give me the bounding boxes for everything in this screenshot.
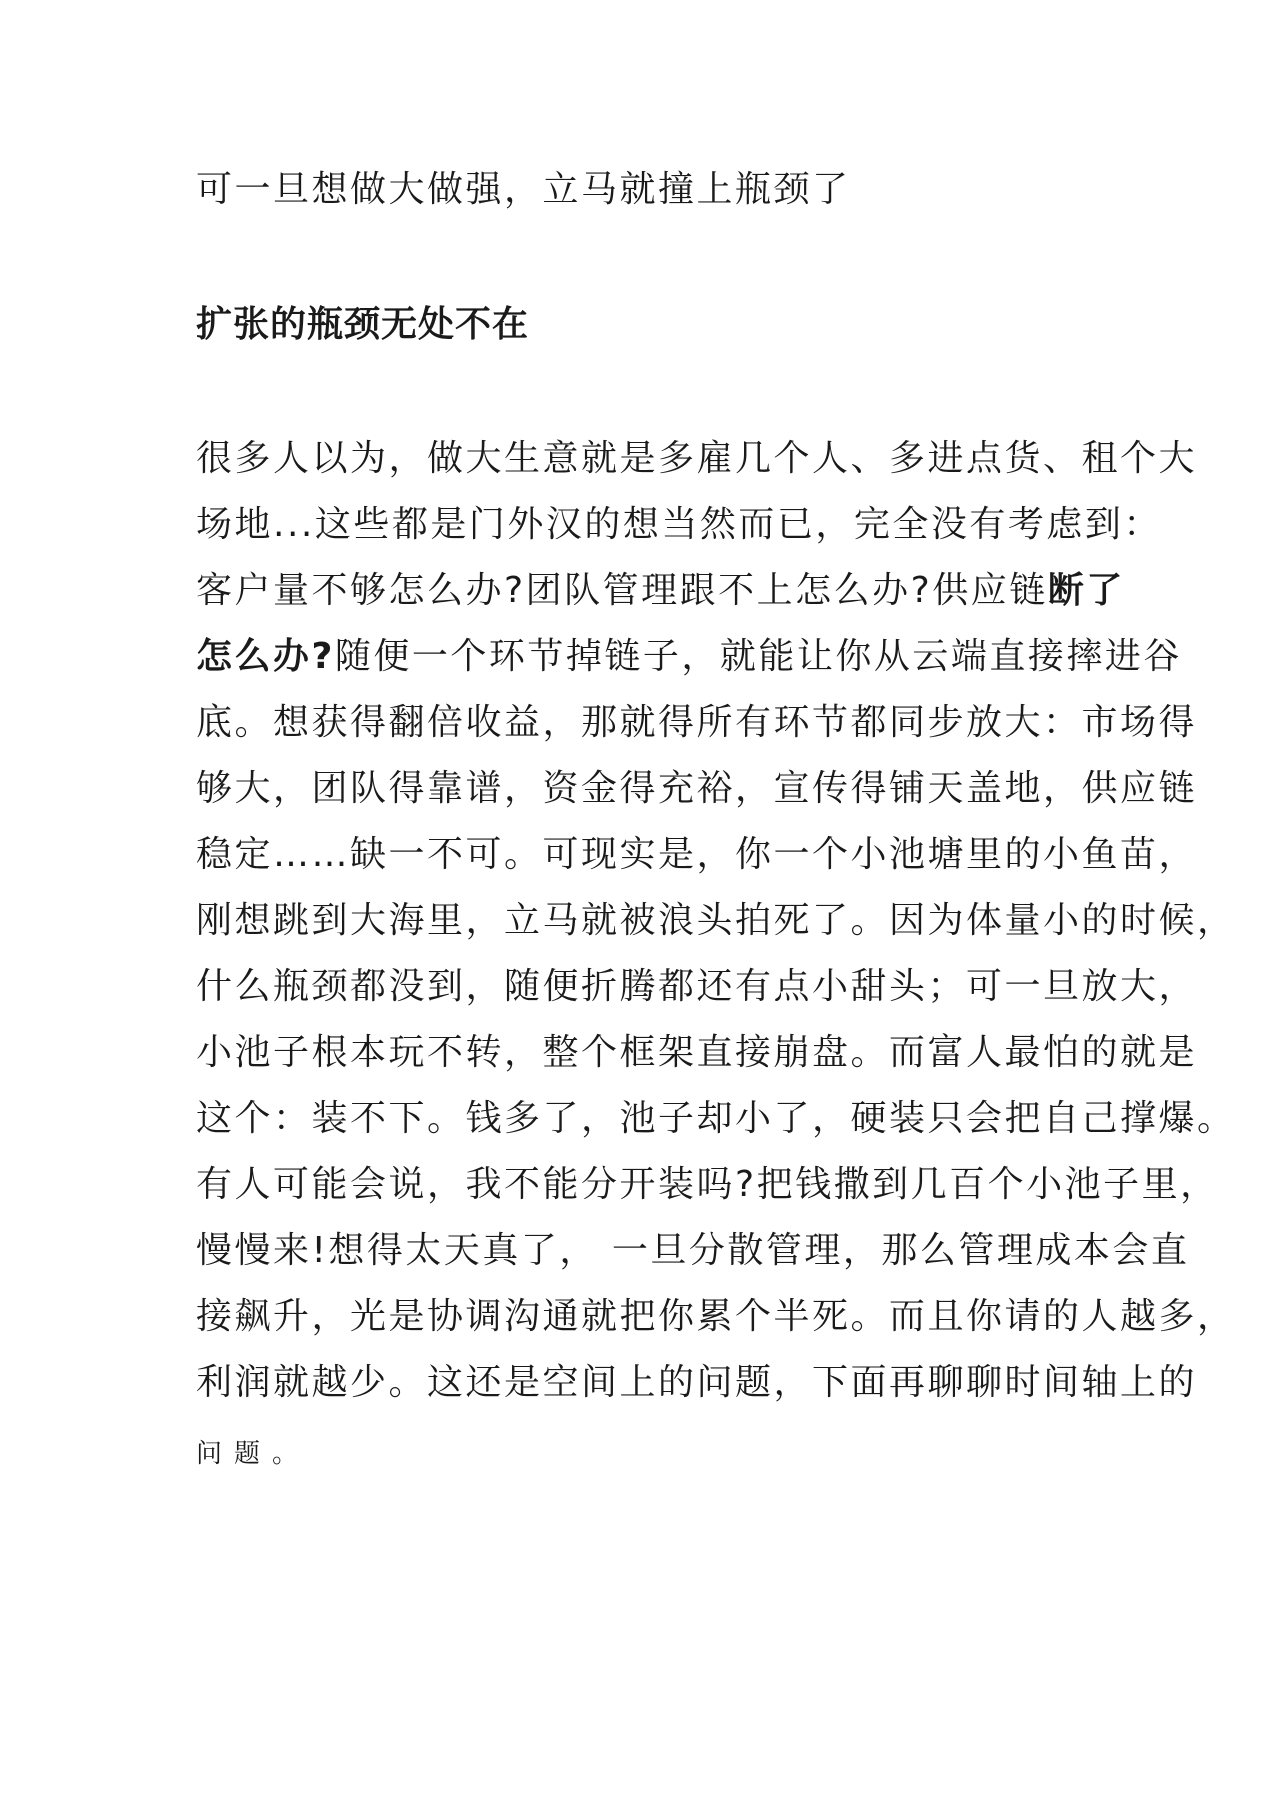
- paragraph-line: 场地...这些都是门外汉的想当然而已，完全没有考虑到：: [196, 504, 1162, 545]
- paragraph-line: [196, 635, 1182, 679]
- paragraph-line: 底。想获得翻倍收益，那就得所有环节都同步放大：市场得: [196, 702, 1198, 743]
- paragraph-line: 有人可能会说，我不能分开装吗?把钱撒到几百个小池子里，: [196, 1164, 1219, 1205]
- paragraph-line: 接飙升，光是协调沟通就把你累个半死。而且你请的人越多，: [196, 1296, 1236, 1337]
- intro-line: 可一旦想做大做强，立马就撞上瓶颈了: [196, 169, 851, 210]
- paragraph-line: 什么瓶颈都没到，随便折腾都还有点小甜头；可一旦放大，: [196, 966, 1198, 1007]
- section-heading: 扩张的瓶颈无处不在: [196, 304, 530, 345]
- paragraph-line: 够大，团队得靠谱，资金得充裕，宣传得铺天盖地，供应链: [196, 768, 1198, 809]
- paragraph-line: 这个：装不下。钱多了，池子却小了，硬装只会把自己撑爆。: [196, 1098, 1236, 1139]
- paragraph-line: 问题。: [196, 1439, 311, 1469]
- paragraph-line: 刚想跳到大海里，立马就被浪头拍死了。因为体量小的时候，: [196, 900, 1236, 941]
- paragraph-text: 随便一个环节掉链子，就能让你从云端直接摔进谷: [334, 636, 1182, 677]
- paragraph-text: 客户量不够怎么办?团队管理跟不上怎么办?供应链: [196, 570, 1048, 611]
- paragraph-line: 利润就越少。这还是空间上的问题，下面再聊聊时间轴上的: [196, 1362, 1198, 1403]
- paragraph-line: 慢慢来!想得太天真了， 一旦分散管理，那么管理成本会直: [196, 1230, 1190, 1271]
- bold-text: 断了: [1047, 570, 1125, 611]
- paragraph-line: 很多人以为，做大生意就是多雇几个人、多进点货、租个大: [196, 438, 1198, 479]
- paragraph-line: 小池子根本玩不转，整个框架直接崩盘。而富人最怕的就是: [196, 1032, 1198, 1073]
- paragraph-line: 稳定……缺一不可。可现实是，你一个小池塘里的小鱼苗，: [196, 834, 1198, 875]
- paragraph-line: [196, 569, 1125, 613]
- bold-text: 怎么办?: [196, 636, 335, 677]
